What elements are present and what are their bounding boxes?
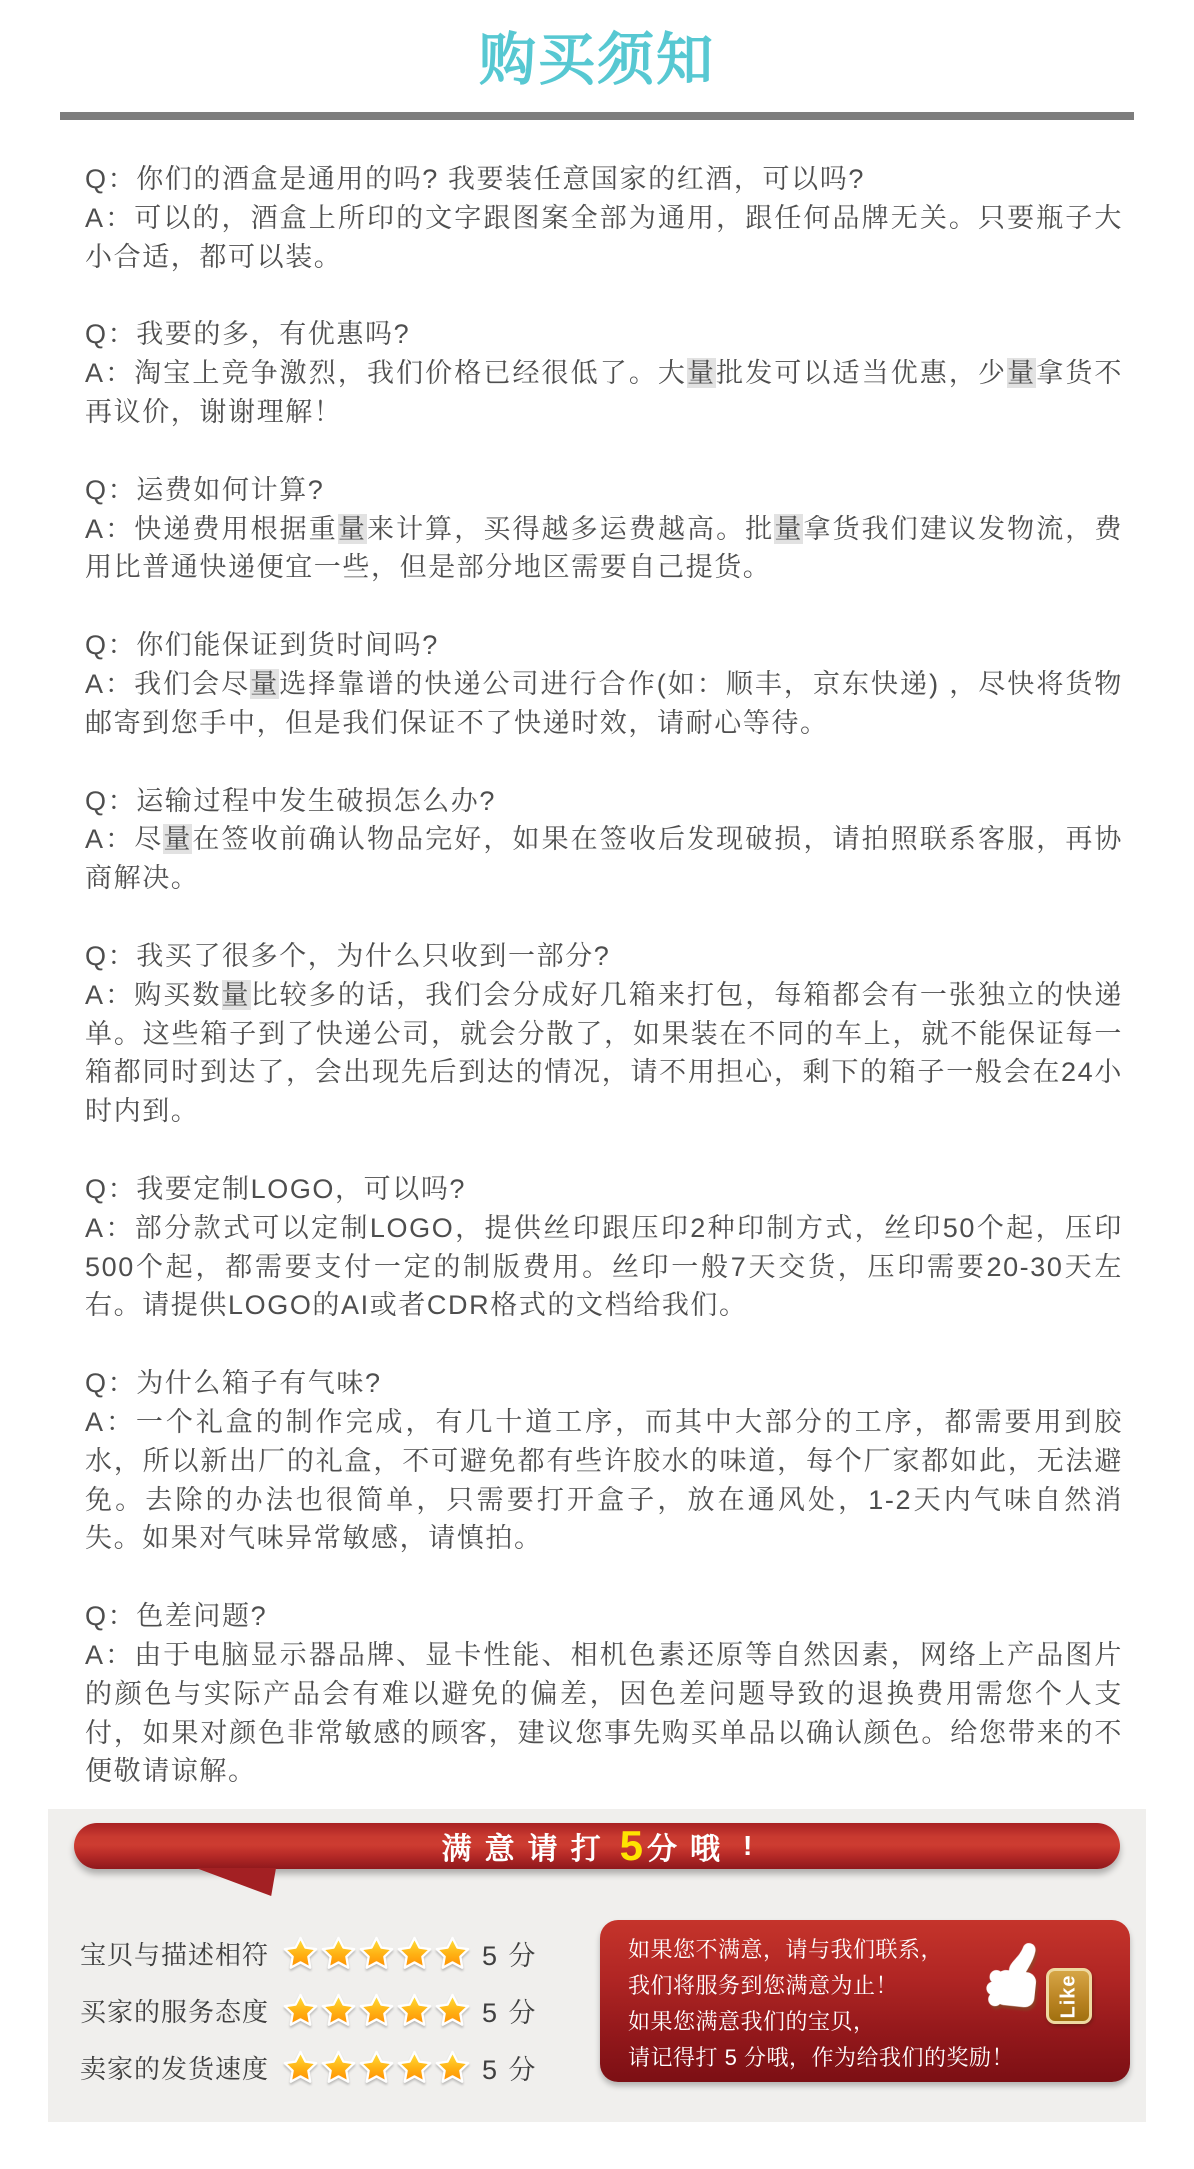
faq-question: Q：你们的酒盒是通用的吗? 我要装任意国家的红酒，可以吗? bbox=[85, 164, 865, 194]
notice-line: 如果您不满意，请与我们联系， bbox=[628, 1937, 944, 1962]
star-icon bbox=[358, 2049, 395, 2086]
faq-item bbox=[85, 315, 1123, 431]
star-icon bbox=[358, 1992, 395, 2029]
faq-question: Q：运费如何计算? bbox=[85, 474, 325, 505]
faq-answer: A：部分款式可以定制LOGO，提供丝印跟压印2种印制方式，丝印50个起，压印500个起，都需要支付一定的制版费用。丝印一般7天交货，压印需要20-30天左右。请提供LOGO的AI或者CDR格式的文档给我们。 bbox=[85, 1212, 1123, 1321]
star-rating-icons bbox=[282, 2049, 472, 2086]
rating-label: 卖家的发货速度 bbox=[80, 2053, 270, 2084]
satisfaction-notice-box bbox=[600, 1920, 1130, 2082]
rating-footer-panel bbox=[48, 1809, 1146, 2122]
banner-highlight-5: 5 bbox=[619, 1822, 644, 1869]
faq-question: Q：我要的多，有优惠吗? bbox=[85, 319, 411, 350]
rating-row-shipping bbox=[80, 2047, 538, 2087]
banner-text-after: 分哦 bbox=[647, 1833, 734, 1866]
faq-answer: A：由于电脑显示器品牌、显卡性能、相机色素还原等自然因素，网络上产品图片的颜色与实际产品会有难以避免的偏差，因色差问题导致的退换费用需您个人支付，如果对颜色非常敏感的顾客，建议您事先购买单品以确认颜色。给您带来的不便敬请谅解。 bbox=[85, 1639, 1123, 1787]
notice-line: 请记得打 5 分哦，作为给我们的奖励！ bbox=[628, 2045, 1014, 2070]
faq-item bbox=[85, 937, 1123, 1131]
faq-item bbox=[85, 160, 1123, 276]
faq-item bbox=[85, 1170, 1123, 1325]
faq-answer: A：购买数量比较多的话，我们会分成好几箱来打包，每箱都会有一张独立的快递单。这些箱子到了快递公司，就会分散了，如果装在不同的车上，就不能保证每一箱都同时到达了，会出现先后到达的情况，请不用担心，剩下的箱子一般会在24小时内到。 bbox=[85, 979, 1124, 1127]
star-icon bbox=[282, 1992, 319, 2029]
rating-score: 5 分 bbox=[482, 2054, 538, 2085]
banner-exclamation: ! bbox=[743, 1830, 753, 1861]
notice-line: 我们将服务到您满意为止！ bbox=[628, 1973, 899, 1998]
rating-label: 宝贝与描述相符 bbox=[80, 1939, 270, 1970]
star-icon bbox=[320, 2049, 357, 2086]
like-badge-label: Like bbox=[1057, 1973, 1080, 2019]
star-icon bbox=[434, 2049, 471, 2086]
thumbs-up-graphic bbox=[977, 1934, 1092, 2026]
faq-item bbox=[85, 626, 1123, 742]
star-icon bbox=[396, 2049, 433, 2086]
faq-item bbox=[85, 1364, 1123, 1558]
faq-answer: A：快递费用根据重量来计算，买得越多运费越高。批量拿货我们建议发物流，费用比普通快递便宜一些，但是部分地区需要自己提货。 bbox=[85, 513, 1123, 583]
rating-score: 5 分 bbox=[482, 1997, 538, 2028]
faq-question: Q：我买了很多个，为什么只收到一部分? bbox=[85, 940, 611, 971]
rating-row-description bbox=[80, 1933, 538, 1973]
title-divider bbox=[60, 112, 1134, 120]
faq-question: Q：你们能保证到货时间吗? bbox=[85, 630, 439, 661]
faq-question: Q：色差问题? bbox=[85, 1601, 268, 1632]
banner-speech-tail bbox=[196, 1868, 276, 1896]
faq-answer: A：尽量在签收前确认物品完好，如果在签收后发现破损，请拍照联系客服，再协商解决。 bbox=[85, 824, 1124, 894]
faq-answer: A：一个礼盒的制作完成，有几十道工序，而其中大部分的工序，都需要用到胶水，所以新出厂的礼盒，不可避免都有些许胶水的味道，每个厂家都如此，无法避免。去除的办法也很简单，只需要打开盒子，放在通风处，1-2天内气味自然消失。如果对气味异常敏感，请慎拍。 bbox=[85, 1406, 1123, 1554]
faq-item bbox=[85, 782, 1123, 898]
star-icon bbox=[320, 1935, 357, 1972]
page-title: 购买须知 bbox=[479, 28, 715, 92]
faq-item bbox=[85, 471, 1123, 587]
star-icon bbox=[320, 1992, 357, 2029]
star-icon bbox=[282, 2049, 319, 2086]
faq-question: Q：运输过程中发生破损怎么办? bbox=[85, 785, 497, 816]
banner-text-before: 满意请打 bbox=[441, 1833, 614, 1866]
faq-list bbox=[85, 160, 1123, 1830]
star-icon bbox=[396, 1992, 433, 2029]
star-rating-icons bbox=[282, 1992, 472, 2029]
faq-item bbox=[85, 1597, 1123, 1791]
star-icon bbox=[434, 1992, 471, 2029]
star-icon bbox=[358, 1935, 395, 1972]
rate-5-banner bbox=[74, 1823, 1120, 1869]
star-rating-icons bbox=[282, 1935, 472, 1972]
faq-question: Q：为什么箱子有气味? bbox=[85, 1368, 382, 1399]
faq-question: Q：我要定制LOGO，可以吗? bbox=[85, 1173, 467, 1204]
rating-label: 买家的服务态度 bbox=[80, 1996, 270, 2027]
star-icon bbox=[282, 1935, 319, 1972]
rating-score: 5 分 bbox=[482, 1940, 538, 1971]
like-badge bbox=[1046, 1968, 1092, 2024]
faq-answer: A：我们会尽量选择靠谱的快递公司进行合作(如：顺丰，京东快递) ，尽快将货物邮寄到您手中，但是我们保证不了快递时效，请耐心等待。 bbox=[85, 668, 1124, 738]
rating-row-service bbox=[80, 1990, 538, 2030]
notice-line: 如果您满意我们的宝贝， bbox=[628, 2009, 876, 2034]
star-icon bbox=[396, 1935, 433, 1972]
faq-answer: A：淘宝上竞争激烈，我们价格已经很低了。大量批发可以适当优惠，少量拿货不再议价，谢谢理解！ bbox=[85, 358, 1124, 427]
star-icon bbox=[434, 1935, 471, 1972]
faq-answer: A：可以的，酒盒上所印的文字跟图案全部为通用，跟任何品牌无关。只要瓶子大小合适，都可以装。 bbox=[85, 202, 1123, 272]
